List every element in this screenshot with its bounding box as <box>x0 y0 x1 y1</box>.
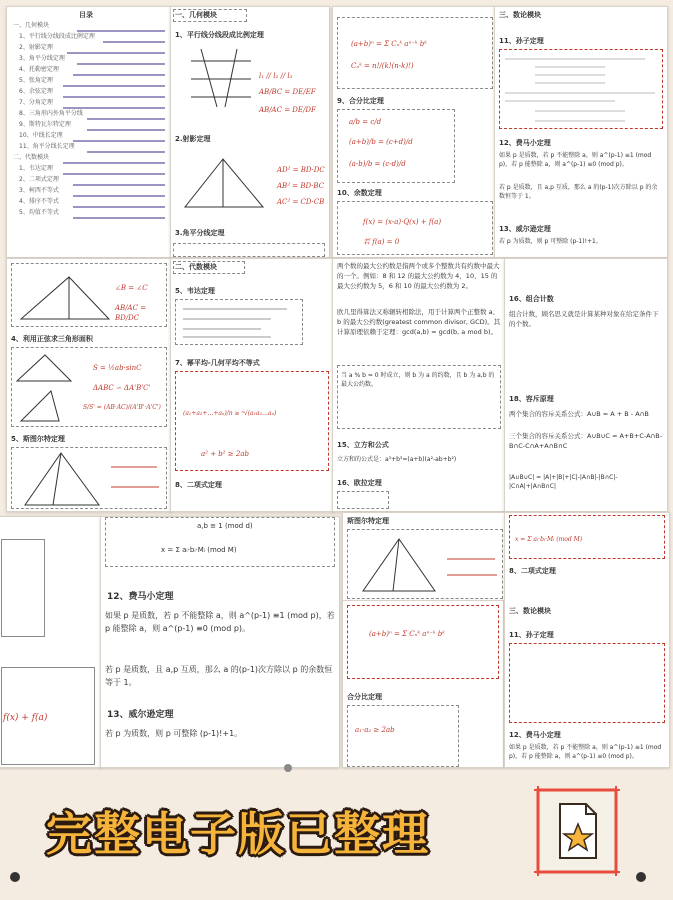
theorem-title: 13、威尔逊定理 <box>499 225 551 233</box>
toc-item: 1、平行线分线段成比例定理 <box>19 33 95 40</box>
theorem-title: 8、二项式定理 <box>509 567 556 575</box>
formula: AB/BC = DE/EF <box>259 88 316 96</box>
theorem-title: 16、组合计数 <box>509 295 554 303</box>
theorem-text: 若 p 是质数，且 a,p 互质，那么 a 的(p-1)次方除以 p 的余数恒等于 1。 <box>499 184 658 200</box>
theorem-title: 3.角平分线定理 <box>175 229 225 237</box>
section-heading: 一、几何模块 <box>175 11 217 19</box>
geometry-page-2 <box>6 258 172 512</box>
formula: f(x) = (x-a)·Q(x) + f(a) <box>363 218 442 226</box>
formula-box <box>347 705 459 767</box>
combinatorics-page <box>504 258 668 512</box>
toc-item: 二、代数模块 <box>13 154 50 161</box>
isosceles-triangle-figure <box>7 265 171 335</box>
theorem-title: 合分比定理 <box>347 693 382 701</box>
binomial-formula: (a+b)ⁿ = Σ Cₙᵏ aⁿ⁻ᵏ bᵏ <box>369 630 445 638</box>
heading-box <box>173 9 247 22</box>
star-document-icon <box>532 784 622 878</box>
bottom-page-binomial <box>342 600 504 768</box>
theorem-text: 组合计数，顾名思义就是计算某种对象在给定条件下的个数。 <box>509 310 659 328</box>
theorem-title: 12、费马小定理 <box>107 592 174 602</box>
euclid-paragraph: 欧几里得算法又称辗转相除法，用于计算两个正整数 a、b 的最大公约数(greatest common divisor, GCD)。其计算原理依赖于定理：gcd(a,b) = gcd(b, a mod b)。 <box>337 308 501 336</box>
heading-box <box>173 261 245 274</box>
theorem-text: 若 p 为质数，则 p 可整除 (p-1)!+1。 <box>105 729 243 738</box>
bottom-page-left <box>0 516 102 768</box>
number-theory-page-2 <box>332 258 506 512</box>
formula: a/b = c/d <box>349 118 382 126</box>
inequality-box <box>175 371 329 471</box>
theorem-text: 若 p 是质数，且 a,p 互质，那么 a 的(p-1)次方除以 p 的余数恒等于 1。 <box>105 665 333 687</box>
corner-dot <box>284 764 292 772</box>
crt-text-lines <box>495 51 667 131</box>
theorem-title: 2.射影定理 <box>175 135 211 143</box>
corner-dot <box>636 872 646 882</box>
toc-item: 3、柯西不等式 <box>19 187 59 194</box>
formula: a₁·a₂ ≥ 2ab <box>355 726 395 734</box>
toc-item: 2、射影定理 <box>19 44 53 51</box>
toc-item: 10、中线长定理 <box>19 132 63 139</box>
theorem-text: 三个集合的容斥关系公式：A∪B∪C = A+B+C-A∩B-B∩C-C∩A+A∩B∩C <box>509 432 663 450</box>
theorem-title: 18、容斥原理 <box>509 395 554 403</box>
bottom-page-number-theory <box>504 512 670 768</box>
toc-title: 目录 <box>79 11 93 19</box>
number-theory-page-1 <box>494 6 668 258</box>
bottom-page-stewart <box>342 512 506 602</box>
toc-item: 6、余弦定理 <box>19 88 53 95</box>
theorem-title: 5、斯图尔特定理 <box>11 435 65 443</box>
theorem-title: 5、韦达定理 <box>175 287 215 295</box>
theorem-title: 斯图尔特定理 <box>347 517 389 525</box>
theorem-title: 10、余数定理 <box>337 189 382 197</box>
bottom-page-fermat <box>100 516 340 768</box>
formula: AB² = BD·BC <box>277 182 324 190</box>
algebra-page-2 <box>170 258 334 512</box>
toc-page <box>6 6 172 258</box>
formula-box <box>337 491 389 509</box>
theorem-title: 8、二项式定理 <box>175 481 222 489</box>
formula: 若 f(a) = 0 <box>363 238 400 246</box>
theorem-title: 4、利用正弦求三角形面积 <box>11 335 93 343</box>
formula-box <box>337 201 493 255</box>
section-heading: 二、代数模块 <box>175 263 217 271</box>
formula: AC² = CD·CB <box>277 198 325 206</box>
toc-item: 7、分角定理 <box>19 99 53 106</box>
crt-box <box>105 517 335 567</box>
formula-box <box>347 605 499 679</box>
formula-box <box>337 17 493 89</box>
theorem-text: 两个集合的容斥关系公式：A∪B = A + B - A∩B <box>509 410 649 418</box>
theorem-text: 如果 p 是质数，若 p 不能整除 a，则 a^(p-1) ≡1 (mod p)，若 p 能整除 a，则 a^(p-1) ≡0 (mod p)。 <box>499 152 652 168</box>
theorem-title: 13、威尔逊定理 <box>107 710 174 720</box>
theorem-title: 11、孙子定理 <box>509 631 554 639</box>
algebra-page-1 <box>332 6 496 258</box>
section-heading: 三、数论模块 <box>509 607 551 615</box>
toc-dotted-leaders <box>7 7 171 257</box>
formula: (a+b)/b = (c+d)/d <box>349 138 413 146</box>
formula: l₁ // l₂ // l₃ <box>259 72 293 80</box>
cube-sum-formula: 立方和的公式是：a³+b³=(a+b)(a²-ab+b²) <box>337 456 457 463</box>
toc-item: 3、角平分线定理 <box>19 55 65 62</box>
binomial-formula: (a+b)ⁿ = Σ Cₙᵏ aⁿ⁻ᵏ bᵏ <box>351 40 427 48</box>
parallel-lines-figure <box>171 43 329 113</box>
vieta-lines <box>171 299 333 343</box>
formula: |A∪B∪C| = |A|+|B|+|C|-|A∩B|-|B∩C|-|C∩A|+|A∩B∩C| <box>509 474 618 490</box>
toc-item: 5、张角定理 <box>19 77 53 84</box>
crt-box <box>509 643 665 723</box>
toc-item: 一、几何模块 <box>13 22 50 29</box>
formula: AD² = BD·DC <box>277 166 325 174</box>
formula: (a₁+a₂+…+aₙ)/n ≥ ⁿ√(a₁a₂…aₙ) <box>183 410 277 417</box>
handwritten-notes <box>7 447 171 509</box>
combination-formula: Cₙᵏ = n!/(k!(n-k)!) <box>351 62 414 70</box>
section-heading: 三、数论模块 <box>499 11 541 19</box>
theorem-text: 如果 p 是质数，若 p 不能整除 a，则 a^(p-1) ≡1 (mod p)，若 p 能整除 a，则 a^(p-1) ≡0 (mod p)。 <box>509 744 662 760</box>
theorem-title: 7、幂平均-几何平均不等式 <box>175 359 260 367</box>
theorem-title: 11、孙子定理 <box>499 37 544 45</box>
theorem-title: 16、欧拉定理 <box>337 479 382 487</box>
stewart-triangle-figure <box>343 529 505 599</box>
formula: AB/AC = DE/DF <box>259 106 316 114</box>
gcd-paragraph: 两个数的最大公约数是指两个或多个整数共有约数中最大的一个。例如：8 和 12 的最大公约数为 4，10、15 的最大公约数为 5，6 和 10 的最大公约数为 2。 <box>337 262 500 290</box>
formula: S/S' = (AB·AC)/(A'B'·A'C') <box>83 404 161 411</box>
toc-item: 4、托勒密定理 <box>19 66 59 73</box>
toc-item: 1、韦达定理 <box>19 165 53 172</box>
formula: ΔABC ∽ ΔA'B'C' <box>93 384 151 392</box>
toc-item: 8、三角形内外角平分线 <box>19 110 83 117</box>
theorem-title: 1、平行线分线段成比例定理 <box>175 31 264 39</box>
bottom-box <box>173 243 325 257</box>
formula: S = ½ab·sinC <box>93 364 142 372</box>
formula: (a-b)/b = (c-d)/d <box>349 160 406 168</box>
corner-dot <box>10 872 20 882</box>
formula: x = Σ aᵢ·bᵢ·Mᵢ (mod M) <box>515 536 583 543</box>
theorem-title: 12、费马小定理 <box>499 139 551 147</box>
formula: f(x) + f(a) <box>3 713 48 723</box>
theorem-text: 如果 p 是质数，若 p 不能整除 a，则 a^(p-1) ≡1 (mod p)，若 p 能整除 a，则 a^(p-1) ≡0 (mod p)。 <box>105 611 335 633</box>
algorithm-text: 当 a % b = 0 时成立，则 b 为 a 的约数，且 b 为 a,b 的最大公约数。 <box>341 372 495 388</box>
figure-box <box>1 539 45 637</box>
geometry-page-1 <box>170 6 330 258</box>
formula: ∠B = ∠C <box>115 284 148 292</box>
formula: AB/AC = BD/DC <box>115 304 147 322</box>
theorem-title: 12、费马小定理 <box>509 731 561 739</box>
theorem-text: 若 p 为质数，则 p 可整除 (p-1)!+1。 <box>499 238 602 245</box>
banner-title: 完整电子版已整理 <box>46 807 430 861</box>
theorem-title: 9、合分比定理 <box>337 97 384 105</box>
formula: a,b ≡ 1 (mod d) <box>197 522 253 530</box>
toc-item: 2、二项式定理 <box>19 176 59 183</box>
theorem-title: 15、立方和公式 <box>337 441 389 449</box>
toc-item: 4、排序不等式 <box>19 198 59 205</box>
toc-item: 9、斯特瓦尔特定理 <box>19 121 71 128</box>
toc-item: 11、角平分线长定理 <box>19 143 75 150</box>
formula: a² + b² ≥ 2ab <box>201 450 250 458</box>
formula: x = Σ aᵢ·bᵢ·Mᵢ (mod M) <box>161 546 237 554</box>
toc-item: 5、均值不等式 <box>19 209 59 216</box>
